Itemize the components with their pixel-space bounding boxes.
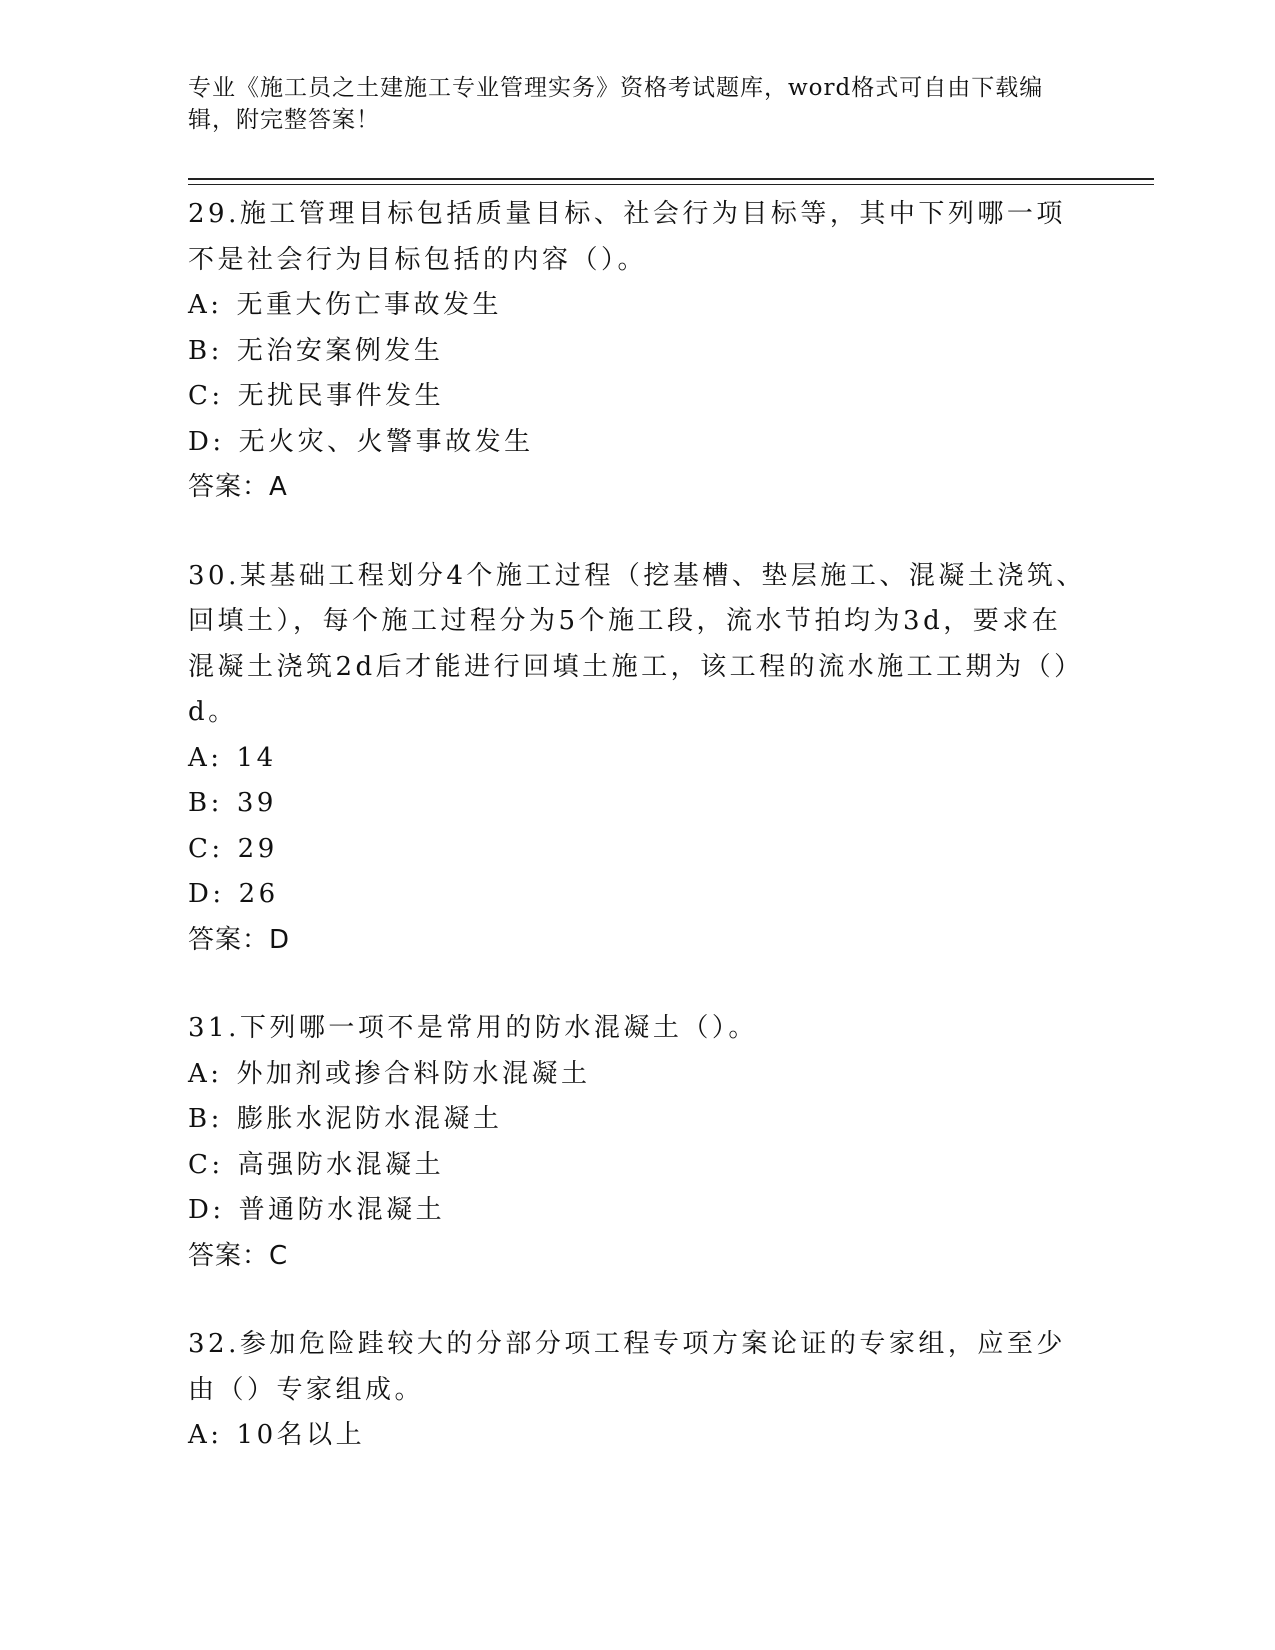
option-d — [188, 1188, 1088, 1234]
question-stem: 29.施工管理目标包括质量目标、社会行为目标等，其中下列哪一项不是社会行为目标包括的内容（）。 — [188, 199, 1066, 275]
option-text: 高强防水混凝土 — [237, 1149, 445, 1180]
option-c — [188, 374, 1088, 420]
option-label: B: — [188, 1104, 223, 1134]
document-header: 专业《施工员之土建施工专业管理实务》资格考试题库，word格式可自由下载编辑，附完整答案！ — [188, 75, 1044, 133]
option-text: 29 — [237, 833, 278, 864]
option-label: B: — [188, 788, 223, 818]
option-label: D: — [188, 426, 225, 457]
option-text: 14 — [236, 742, 277, 773]
option-label: C: — [188, 833, 224, 864]
option-text: 无重大伤亡事故发生 — [236, 290, 503, 320]
answer-line: 答案：A — [188, 472, 288, 502]
option-text: 无火灾、火警事故发生 — [238, 426, 534, 457]
option-text: 无治安案例发生 — [236, 335, 444, 366]
option-text: 无扰民事件发生 — [237, 381, 445, 411]
option-text: 10名以上 — [236, 1420, 366, 1450]
option-a — [188, 1052, 1088, 1098]
question-32 — [188, 1322, 1088, 1459]
option-b — [188, 329, 1088, 375]
option-d — [188, 872, 1088, 918]
option-c — [188, 827, 1088, 873]
question-stem: 32.参加危险跬较大的分部分项工程专项方案论证的专家组，应至少由（）专家组成。 — [188, 1329, 1066, 1405]
question-31 — [188, 1006, 1088, 1279]
option-text: 膨胀水泥防水混凝土 — [236, 1104, 503, 1134]
question-stem: 31.下列哪一项不是常用的防水混凝土（）。 — [188, 1013, 758, 1043]
option-label: C: — [188, 381, 224, 411]
option-text: 39 — [236, 788, 277, 818]
question-30 — [188, 554, 1088, 964]
option-a — [188, 283, 1088, 329]
option-label: D: — [188, 879, 225, 909]
question-stem: 30.某基础工程划分4个施工过程（挖基槽、垫层施工、混凝土浇筑、回填土），每个施工过程分为5个施工段，流水节拍均为3d，要求在混凝土浇筑2d后才能进行回填土施工，该工程的流水施工工期为（）d。 — [188, 560, 1086, 727]
option-b — [188, 781, 1088, 827]
option-label: B: — [188, 335, 223, 366]
option-a — [188, 1413, 1088, 1459]
option-c — [188, 1143, 1088, 1189]
option-label: A: — [188, 1058, 223, 1089]
option-text: 普通防水混凝土 — [238, 1195, 446, 1225]
option-label: C: — [188, 1149, 224, 1180]
option-label: A: — [188, 290, 223, 320]
option-label: A: — [188, 742, 223, 773]
option-a — [188, 736, 1088, 782]
header-divider-thick — [188, 178, 1154, 180]
option-text: 外加剂或掺合料防水混凝土 — [236, 1058, 591, 1089]
header-divider-thin — [188, 184, 1154, 185]
option-label: D: — [188, 1195, 225, 1225]
option-b — [188, 1097, 1088, 1143]
option-label: A: — [188, 1420, 223, 1450]
answer-line: 答案：D — [188, 924, 291, 955]
option-text: 26 — [238, 879, 279, 909]
question-29 — [188, 192, 1088, 511]
question-list — [188, 192, 1088, 1502]
option-d — [188, 420, 1088, 466]
answer-line: 答案：C — [188, 1240, 289, 1271]
